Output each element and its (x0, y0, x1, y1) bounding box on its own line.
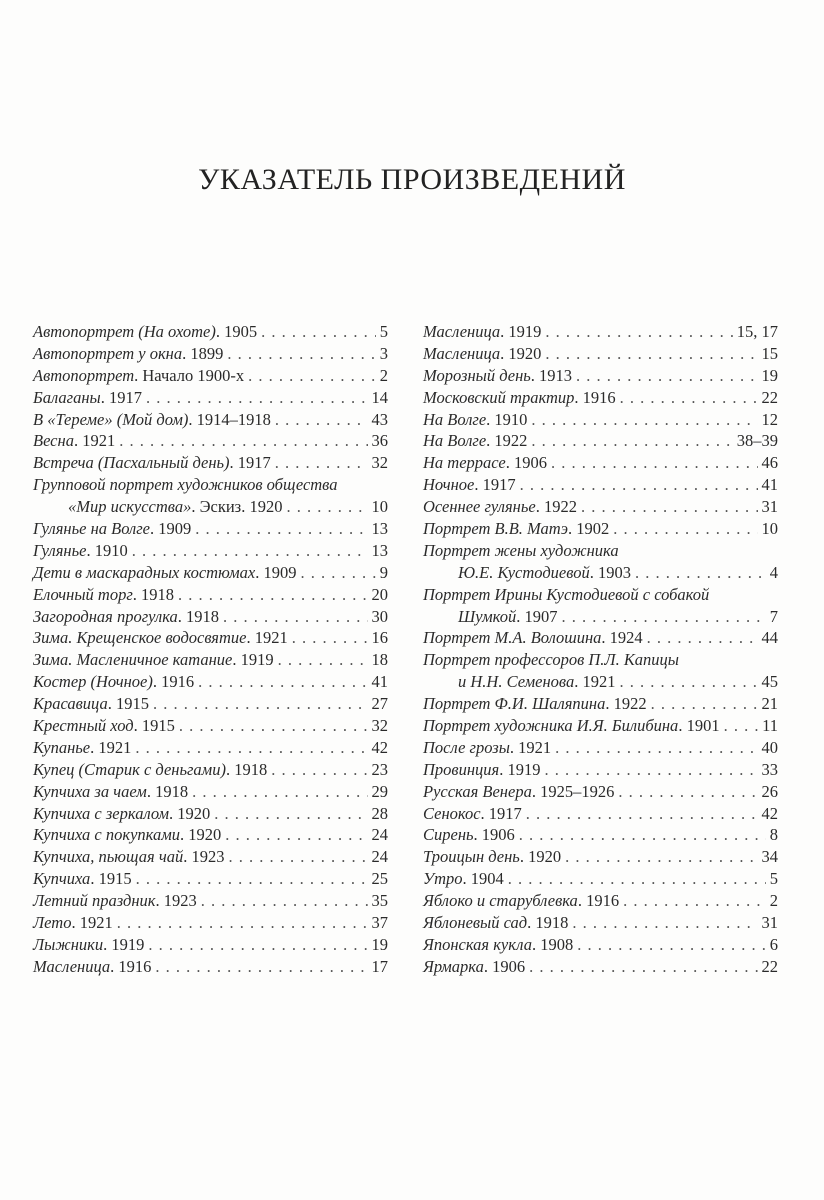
index-entry (423, 452, 778, 474)
entry-page-number: 7 (769, 606, 778, 626)
index-column-right (423, 321, 778, 978)
index-entry (33, 934, 388, 956)
leader-dots (275, 409, 368, 431)
entry-year: . 1921 (574, 672, 616, 692)
leader-dots (286, 496, 367, 518)
entry-year: . 1921 (246, 628, 288, 648)
index-entry (423, 540, 778, 562)
entry-page-number: 4 (769, 562, 778, 582)
index-entry (423, 649, 778, 671)
leader-dots (271, 759, 367, 781)
leader-dots (555, 737, 757, 759)
entry-page-number: 41 (761, 475, 778, 495)
leader-dots (519, 824, 766, 846)
entry-page-number: 13 (371, 540, 388, 560)
entry-page-number: 29 (371, 781, 388, 801)
entry-title: Портрет художника И.Я. Билибина (423, 716, 679, 736)
entry-year: . 1916 (110, 956, 152, 976)
entry-year: . 1921 (73, 431, 116, 451)
leader-dots (214, 803, 367, 825)
index-entry (33, 824, 388, 846)
index-entry (423, 562, 778, 584)
entry-page-number: 36 (371, 431, 388, 451)
leader-dots (261, 321, 376, 343)
entry-title: Ночное (423, 475, 475, 495)
entry-title: Шумкой (458, 606, 517, 626)
entry-page-number: 8 (769, 825, 778, 845)
entry-title: Летний праздник (33, 891, 156, 911)
entry-title: На террасе (423, 453, 506, 473)
leader-dots (135, 737, 367, 759)
entry-title: Гулянье на Волге (33, 519, 150, 539)
leader-dots (227, 343, 375, 365)
index-entry (33, 956, 388, 978)
entry-page-number: 15, 17 (736, 322, 778, 341)
entry-year: . 1915 (107, 694, 149, 714)
entry-year: . 1920 (169, 803, 211, 823)
entry-title: Встреча (Пасхальный день) (33, 453, 230, 473)
entry-year: . 1919 (500, 322, 542, 341)
entry-year: . 1906 (483, 956, 526, 976)
entry-title: На Волге (423, 409, 487, 429)
entry-title: Осеннее гулянье (423, 497, 536, 517)
entry-title: Портрет жены художника (423, 540, 619, 560)
leader-dots (136, 868, 368, 890)
leader-dots (201, 890, 368, 912)
entry-title: Купанье (33, 737, 91, 757)
entry-page-number: 25 (371, 869, 388, 889)
index-entry (423, 387, 778, 409)
entry-year: . 1920 (180, 825, 222, 845)
entry-title: Зима. Крещенское водосвятие (33, 628, 247, 648)
entry-page-number: 21 (761, 694, 778, 714)
entry-title: Групповой портрет художников общества (33, 475, 338, 495)
entry-page-number: 9 (379, 562, 388, 582)
entry-title: Крестный ход (33, 716, 134, 736)
entry-title: Масленица (423, 343, 501, 363)
index-entry (33, 343, 388, 365)
index-entry (33, 759, 388, 781)
leader-dots (565, 846, 757, 868)
entry-title: Купчиха с покупками (33, 825, 181, 845)
entry-page-number: 31 (761, 497, 778, 517)
leader-dots (651, 693, 758, 715)
index-entry (423, 627, 778, 649)
index-entry (33, 430, 388, 452)
leader-dots (529, 956, 757, 978)
entry-page-number: 28 (371, 803, 388, 823)
entry-title: Балаганы (33, 387, 101, 407)
entry-title: После грозы (423, 737, 510, 757)
leader-dots (618, 781, 757, 803)
entry-title: Автопортрет (33, 365, 135, 385)
index-entry (423, 824, 778, 846)
index-entry (33, 627, 388, 649)
entry-title: Весна (33, 431, 74, 451)
index-entry (33, 452, 388, 474)
index-entry (33, 737, 388, 759)
entry-year: . 1917 (100, 387, 142, 407)
entry-title: На Волге (423, 431, 487, 451)
entry-year: . 1917 (229, 453, 271, 473)
leader-dots (508, 868, 766, 890)
index-entry (423, 606, 778, 628)
entry-page-number: 24 (371, 825, 388, 845)
index-entry (33, 562, 388, 584)
index-entry (33, 671, 388, 693)
index-entry (33, 321, 388, 343)
leader-dots (647, 627, 758, 649)
index-column-left (33, 321, 388, 978)
entry-page-number: 45 (761, 672, 778, 692)
entry-page-number: 34 (761, 847, 778, 867)
index-entry (33, 912, 388, 934)
leader-dots (619, 671, 757, 693)
leader-dots (562, 606, 766, 628)
entry-year: . 1915 (133, 716, 175, 736)
entry-page-number: 10 (371, 497, 388, 517)
leader-dots (153, 693, 368, 715)
index-entry (33, 890, 388, 912)
index-entry (33, 540, 388, 562)
entry-page-number: 11 (762, 716, 778, 736)
entry-page-number: 46 (761, 453, 778, 473)
index-entry (33, 496, 388, 518)
index-entry (423, 584, 778, 606)
entry-page-number: 13 (371, 519, 388, 539)
entry-title: Купчиха за чаем (33, 781, 147, 801)
entry-title: Купец (Старик с деньгами) (33, 759, 226, 779)
entry-year: . 1918 (225, 759, 268, 779)
entry-page-number: 42 (761, 803, 778, 823)
entry-title: Зима. Масленичное катание (33, 650, 233, 670)
index-entry (33, 474, 388, 496)
entry-title: Портрет Ирины Кустодиевой с собакой (423, 584, 710, 604)
entry-page-number: 37 (371, 913, 388, 933)
entry-year: . 1920 (519, 847, 562, 867)
entry-year: . 1921 (71, 913, 113, 933)
entry-title: Автопортрет у окна (33, 343, 183, 363)
entry-page-number: 2 (769, 891, 778, 911)
entry-title: Русская Венера (423, 781, 532, 801)
index-entry (423, 343, 778, 365)
entry-page-number: 43 (371, 409, 388, 429)
leader-dots (581, 496, 758, 518)
entry-title: Загородная прогулка (33, 606, 178, 626)
index-entry (423, 365, 778, 387)
entry-year: . 1920 (500, 343, 542, 363)
entry-year: . 1921 (90, 737, 132, 757)
leader-dots (551, 452, 758, 474)
leader-dots (520, 474, 758, 496)
entry-title: Лыжники (33, 934, 104, 954)
index-entry (423, 321, 778, 343)
leader-dots (623, 890, 766, 912)
entry-title: Дети в маскарадных костюмах (33, 562, 256, 582)
entry-year: . 1915 (90, 869, 132, 889)
entry-year: . 1907 (516, 606, 558, 626)
leader-dots (195, 518, 367, 540)
entry-title: Яблоневый сад (423, 913, 528, 933)
leader-dots (278, 649, 368, 671)
entry-title: Елочный торг (33, 584, 133, 604)
entry-page-number: 6 (769, 934, 778, 954)
index-entry (423, 715, 778, 737)
entry-year: . 1910 (486, 409, 528, 429)
leader-dots (635, 562, 766, 584)
entry-page-number: 24 (371, 847, 388, 867)
entry-page-number: 44 (761, 628, 778, 648)
entry-page-number: 20 (371, 584, 388, 604)
leader-dots (576, 365, 757, 387)
entry-year: . 1921 (509, 737, 552, 757)
index-entry (423, 846, 778, 868)
index-entry (33, 715, 388, 737)
entry-title: Японская кукла (423, 934, 532, 954)
index-entry (423, 409, 778, 431)
leader-dots (531, 430, 732, 452)
index-entry (423, 781, 778, 803)
entry-page-number: 41 (371, 672, 388, 692)
leader-dots (544, 759, 757, 781)
index-entry (423, 803, 778, 825)
entry-year: . 1916 (577, 891, 620, 911)
entry-year: . 1908 (531, 934, 574, 954)
entry-year: . 1906 (505, 453, 547, 473)
entry-title: Портрет М.А. Волошина (423, 628, 602, 648)
entry-title: Портрет Ф.И. Шаляпина (423, 694, 606, 714)
entry-title: «Мир искусства» (68, 497, 192, 517)
index-entry (423, 474, 778, 496)
entry-page-number: 18 (371, 650, 388, 670)
entry-page-number: 14 (371, 387, 388, 407)
entry-year: . 1917 (474, 475, 516, 495)
leader-dots (179, 715, 368, 737)
entry-page-number: 5 (769, 869, 778, 889)
entry-page-number: 23 (371, 759, 388, 779)
entry-year: . 1904 (462, 869, 504, 889)
entry-year: . 1918 (146, 781, 189, 801)
entry-year: . 1914–1918 (188, 409, 271, 429)
index-entry (33, 846, 388, 868)
entry-year: . 1922 (605, 694, 647, 714)
entry-year: . 1924 (601, 628, 643, 648)
entry-page-number: 22 (761, 956, 778, 976)
leader-dots (119, 430, 367, 452)
index-entry (33, 584, 388, 606)
entry-year: . 1913 (530, 365, 573, 385)
leader-dots (620, 387, 758, 409)
entry-page-number: 32 (371, 716, 388, 736)
entry-title: Портрет В.В. Матэ (423, 519, 568, 539)
entry-title: Сирень (423, 825, 474, 845)
entry-page-number: 35 (371, 891, 388, 911)
leader-dots (117, 912, 368, 934)
index-entry (423, 890, 778, 912)
index-entry (33, 387, 388, 409)
entry-year: . 1906 (473, 825, 515, 845)
entry-title: Московский трактир (423, 387, 575, 407)
leader-dots (148, 934, 367, 956)
entry-year: . 1905 (215, 322, 258, 341)
leader-dots (531, 409, 757, 431)
entry-title: Морозный день (423, 365, 531, 385)
leader-dots (572, 912, 757, 934)
entry-title: Ю.Е. Кустодиевой (458, 562, 590, 582)
entry-page-number: 5 (379, 322, 388, 341)
entry-year: . 1923 (155, 891, 197, 911)
entry-page-number: 3 (379, 343, 388, 363)
entry-year: . 1923 (183, 847, 225, 867)
entry-title: Купчиха, пьющая чай (33, 847, 184, 867)
entry-year: . Начало 1900-х (134, 365, 245, 385)
entry-year: . 1918 (527, 913, 569, 933)
entry-title: Ярмарка (423, 956, 484, 976)
entry-page-number: 33 (761, 759, 778, 779)
index-entry (423, 934, 778, 956)
leader-dots (248, 365, 376, 387)
entry-year: . 1919 (103, 934, 145, 954)
leader-dots (223, 606, 367, 628)
index-entry (423, 671, 778, 693)
index-entry (33, 518, 388, 540)
entry-page-number: 22 (761, 387, 778, 407)
entry-year: . 1910 (86, 540, 128, 560)
index-entry (423, 912, 778, 934)
entry-page-number: 27 (371, 694, 388, 714)
leader-dots (225, 824, 367, 846)
page-title: УКАЗАТЕЛЬ ПРОИЗВЕДЕНИЙ (198, 163, 626, 196)
entry-title: Красавица (33, 694, 108, 714)
entry-title: Яблоко и старублевка (423, 891, 578, 911)
entry-year: . 1919 (499, 759, 541, 779)
entry-title: Троицын день (423, 847, 520, 867)
entry-page-number: 40 (761, 737, 778, 757)
index-entry (423, 430, 778, 452)
entry-page-number: 12 (761, 409, 778, 429)
entry-title: Утро (423, 869, 463, 889)
index-entry (33, 803, 388, 825)
entry-page-number: 15 (761, 343, 778, 363)
entry-title: Автопортрет (На охоте) (33, 322, 216, 341)
index-entry (33, 693, 388, 715)
entry-page-number: 10 (761, 519, 778, 539)
leader-dots (577, 934, 766, 956)
entry-page-number: 17 (371, 956, 388, 976)
leader-dots (545, 343, 757, 365)
index-entry (423, 956, 778, 978)
entry-title: Купчиха (33, 869, 91, 889)
entry-year: . 1918 (132, 584, 175, 604)
index-entry (423, 518, 778, 540)
entry-page-number: 19 (371, 934, 388, 954)
entry-title: Купчиха с зеркалом (33, 803, 169, 823)
entry-page-number: 26 (761, 781, 778, 801)
entry-year: . 1922 (535, 497, 577, 517)
index-entry (423, 759, 778, 781)
entry-year: . 1909 (150, 519, 192, 539)
leader-dots (146, 387, 368, 409)
index-entry (33, 409, 388, 431)
entry-title: Сенокос (423, 803, 481, 823)
entry-year: . 1919 (232, 650, 274, 670)
entry-year: . 1917 (480, 803, 522, 823)
entry-page-number: 42 (371, 737, 388, 757)
leader-dots (545, 321, 732, 343)
entry-title: Лето (33, 913, 72, 933)
leader-dots (724, 715, 759, 737)
leader-dots (292, 627, 368, 649)
entry-page-number: 19 (761, 365, 778, 385)
leader-dots (192, 781, 367, 803)
entry-year: . 1902 (568, 519, 610, 539)
index-entry (423, 496, 778, 518)
index-entry (33, 649, 388, 671)
entry-title: В «Тереме» (Мой дом) (33, 409, 189, 429)
entry-title: и Н.Н. Семенова (458, 672, 575, 692)
entry-title: Костер (Ночное) (33, 672, 153, 692)
entry-year: . 1901 (678, 716, 720, 736)
entry-title: Гулянье (33, 540, 87, 560)
entry-page-number: 2 (379, 365, 388, 385)
entry-title: Масленица (33, 956, 111, 976)
entry-title: Портрет профессоров П.Л. Капицы (423, 650, 679, 670)
entry-year: . 1922 (486, 431, 528, 451)
leader-dots (198, 671, 367, 693)
entry-year: . 1903 (589, 562, 631, 582)
index-entry (423, 693, 778, 715)
index-entry (33, 365, 388, 387)
leader-dots (155, 956, 367, 978)
index-entry (33, 781, 388, 803)
leader-dots (275, 452, 368, 474)
entry-page-number: 38–39 (736, 431, 778, 451)
entry-year: . 1916 (574, 387, 616, 407)
leader-dots (300, 562, 375, 584)
index-entry (33, 606, 388, 628)
entry-page-number: 16 (371, 628, 388, 648)
entry-year: . 1925–1926 (531, 781, 615, 801)
leader-dots (613, 518, 757, 540)
index-entry (423, 737, 778, 759)
leader-dots (132, 540, 368, 562)
entry-year: . 1909 (255, 562, 297, 582)
entry-year: . 1916 (152, 672, 195, 692)
entry-title: Масленица (423, 322, 501, 341)
entry-year: . 1899 (182, 343, 224, 363)
leader-dots (178, 584, 367, 606)
entry-title: Провинция (423, 759, 500, 779)
entry-page-number: 32 (371, 453, 388, 473)
entry-year: . 1918 (177, 606, 220, 626)
index-entry (33, 868, 388, 890)
leader-dots (228, 846, 367, 868)
entry-page-number: 30 (371, 606, 388, 626)
entry-page-number: 31 (761, 913, 778, 933)
entry-year: . Эскиз. 1920 (191, 497, 283, 517)
leader-dots (526, 803, 758, 825)
index-entry (423, 868, 778, 890)
